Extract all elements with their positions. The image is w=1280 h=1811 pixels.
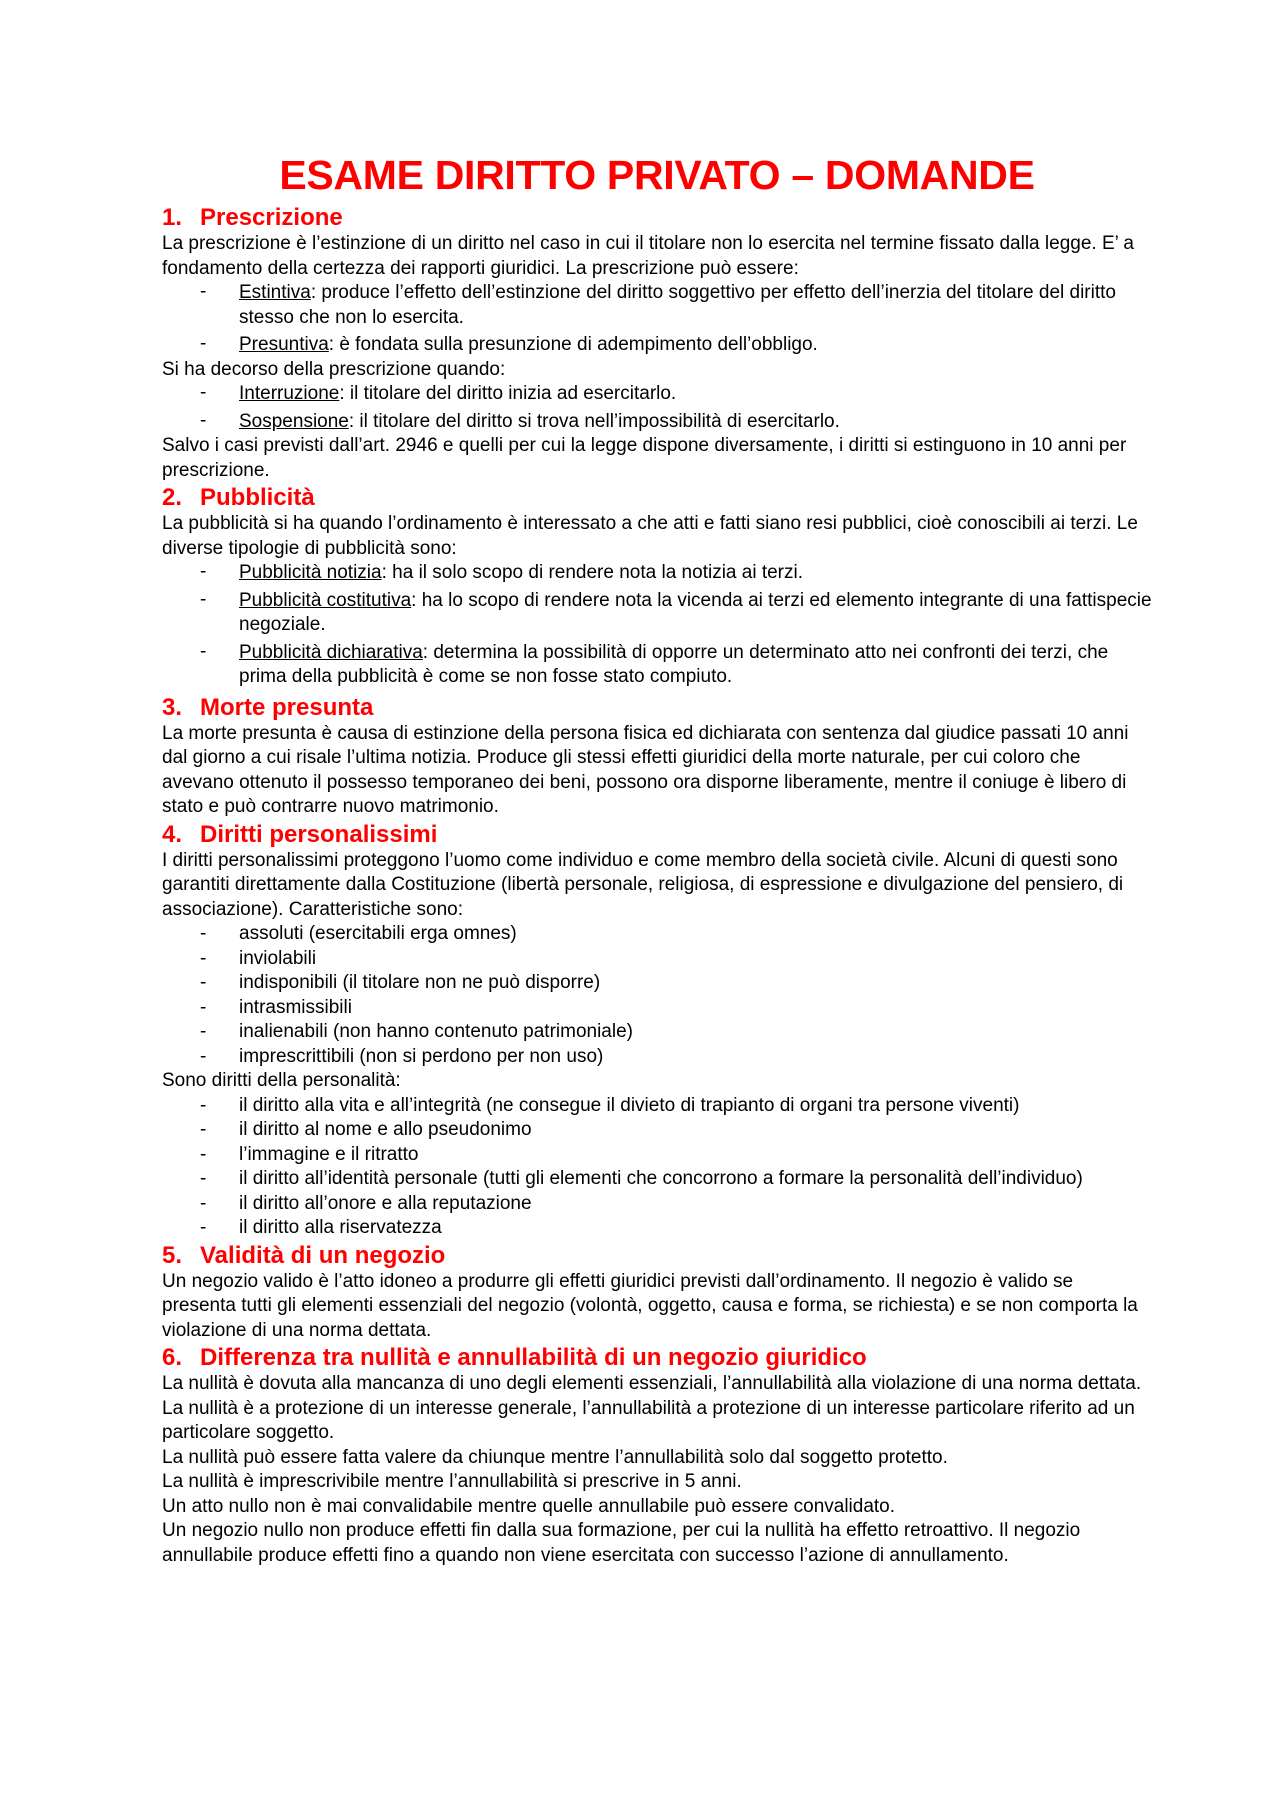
list-item: - indisponibili (il titolare non ne può disporre) <box>162 971 1152 996</box>
list-item: - il diritto all’onore e alla reputazione <box>162 1192 1152 1217</box>
list-item: - imprescrittibili (non si perdono per non uso) <box>162 1045 1152 1070</box>
list-item: - Pubblicità costitutiva: ha lo scopo di rendere nota la vicenda ai terzi ed elemento integrante di una fattispecie negoziale. <box>162 589 1152 638</box>
section-paragraph: La nullità può essere fatta valere da chiunque mentre l’annullabilità solo dal soggetto protetto. <box>162 1446 948 1468</box>
term: Pubblicità notizia <box>239 562 382 583</box>
list-item: - l’immagine e il ritratto <box>162 1143 1152 1168</box>
term: Presuntiva <box>239 334 329 355</box>
section-paragraph: Un negozio nullo non produce effetti fin dalla sua formazione, per cui la nullità ha effetto retroattivo. Il negozio annullabile produce effetti fino a quando non viene esercitata con successo l’azione di annullamento. <box>162 1520 1081 1566</box>
list-item: - Sospensione: il titolare del diritto si trova nell’impossibilità di esercitarlo. <box>162 410 1152 435</box>
list-item: - Presuntiva: è fondata sulla presunzione di adempimento dell’obbligo. <box>162 333 1152 358</box>
list-item: - Pubblicità dichiarativa: determina la possibilità di opporre un determinato atto nei confronti dei terzi, che prima della pubblicità è come se non fosse stato compiuto. <box>162 641 1152 690</box>
list-item: - il diritto al nome e allo pseudonimo <box>162 1118 1152 1143</box>
term: Sospensione <box>239 410 349 432</box>
section-paragraph: Salvo i casi previsti dall’art. 2946 e quelli per cui la legge dispone diversamente, i diritti si estinguono in 10 anni per prescrizione. <box>162 435 1127 481</box>
term: Estintiva <box>239 282 311 303</box>
bullet-list <box>162 922 1152 1069</box>
list-item: - Pubblicità notizia: ha il solo scopo di rendere nota la notizia ai terzi. <box>162 561 1152 586</box>
list-item: - il diritto alla vita e all’integrità (ne consegue il divieto di trapianto di organi tra persone viventi) <box>162 1094 1152 1119</box>
section-paragraph: La nullità è dovuta alla mancanza di uno degli elementi essenziali, l’annullabilità alla violazione di una norma dettata. <box>162 1373 1142 1394</box>
list-item: - il diritto all’identità personale (tutti gli elementi che concorrono a formare la personalità dell’individuo) <box>162 1167 1152 1192</box>
section-paragraph: Si ha decorso della prescrizione quando: <box>162 358 506 380</box>
list-item: - assoluti (esercitabili erga omnes) <box>162 922 1152 947</box>
section-paragraph: Un atto nullo non è mai convalidabile mentre quelle annullabile può essere convalidato. <box>162 1495 896 1517</box>
term: Pubblicità costitutiva <box>239 589 412 611</box>
bullet-list <box>162 1094 1152 1241</box>
section-heading-morte-presunta: 3. Morte presunta <box>162 693 374 721</box>
section-heading-prescrizione: 1. Prescrizione <box>162 204 343 231</box>
section-paragraph: Sono diritti della personalità: <box>162 1070 401 1091</box>
bullet-list <box>162 281 1152 358</box>
section-paragraph: La morte presunta è causa di estinzione della persona fisica ed dichiarata con sentenza dal giudice passati 10 anni dal giorno a cui risale l’ultima notizia. Produce gli stessi effetti giuridici della morte naturale, per cui coloro che avevano ottenuto il possesso temporaneo dei beni, possono ora disporne liberamente, mentre il coniuge è libero di stato e può contrarre nuovo matrimonio. <box>162 722 1129 817</box>
list-item: - intrasmissibili <box>162 996 1152 1021</box>
section-heading-validita: 5. Validità di un negozio <box>162 1241 446 1269</box>
list-item: - Estintiva: produce l’effetto dell’estinzione del diritto soggettivo per effetto dell’inerzia del titolare del diritto stesso che non lo esercita. <box>162 281 1152 330</box>
section-paragraph: La nullità è imprescrivibile mentre l’annullabilità si prescrive in 5 anni. <box>162 1471 742 1492</box>
term: Pubblicità dichiarativa <box>239 641 423 663</box>
list-item: - il diritto alla riservatezza <box>162 1216 1152 1241</box>
section-paragraph: I diritti personalissimi proteggono l’uomo come individuo e come membro della società civile. Alcuni di questi sono garantiti direttamente dalla Costituzione (libertà personale, religiosa, di espressione e divulgazione del pensiero, di associazione). Caratteristiche sono: <box>162 849 1124 920</box>
bullet-list <box>162 382 1152 434</box>
list-item: - inviolabili <box>162 947 1152 972</box>
section-heading-nullita-annullabilita: 6. Differenza tra nullità e annullabilità di un negozio giuridico <box>162 1344 867 1371</box>
section-paragraph: La nullità è a protezione di un interesse generale, l’annullabilità a protezione di un interesse particolare riferito ad un particolare soggetto. <box>162 1397 1135 1443</box>
list-item: - Interruzione: il titolare del diritto inizia ad esercitarlo. <box>162 382 1152 407</box>
document-title: ESAME DIRITTO PRIVATO – DOMANDE <box>279 152 1035 198</box>
list-item: - inalienabili (non hanno contenuto patrimoniale) <box>162 1020 1152 1045</box>
term: Interruzione <box>239 383 340 404</box>
section-paragraph: La prescrizione è l’estinzione di un diritto nel caso in cui il titolare non lo esercita nel termine fissato dalla legge. E’ a fondamento della certezza dei rapporti giuridici. La prescrizione può essere: <box>162 233 1134 279</box>
section-heading-diritti-personalissimi: 4. Diritti personalissimi <box>162 820 438 848</box>
section-paragraph: La pubblicità si ha quando l’ordinamento è interessato a che atti e fatti siano resi pubblici, cioè conoscibili ai terzi. Le diverse tipologie di pubblicità sono: <box>162 513 1138 559</box>
section-heading-pubblicita: 2. Pubblicità <box>162 484 315 511</box>
document-body <box>162 150 1152 1568</box>
section-paragraph: Un negozio valido è l’atto idoneo a produrre gli effetti giuridici previsti dall’ordinamento. Il negozio è valido se presenta tutti gli elementi essenziali del negozio (volontà, oggetto, causa e forma, se richiesta) e se non comporta la violazione di una norma dettata. <box>162 1270 1138 1341</box>
bullet-list <box>162 561 1152 690</box>
